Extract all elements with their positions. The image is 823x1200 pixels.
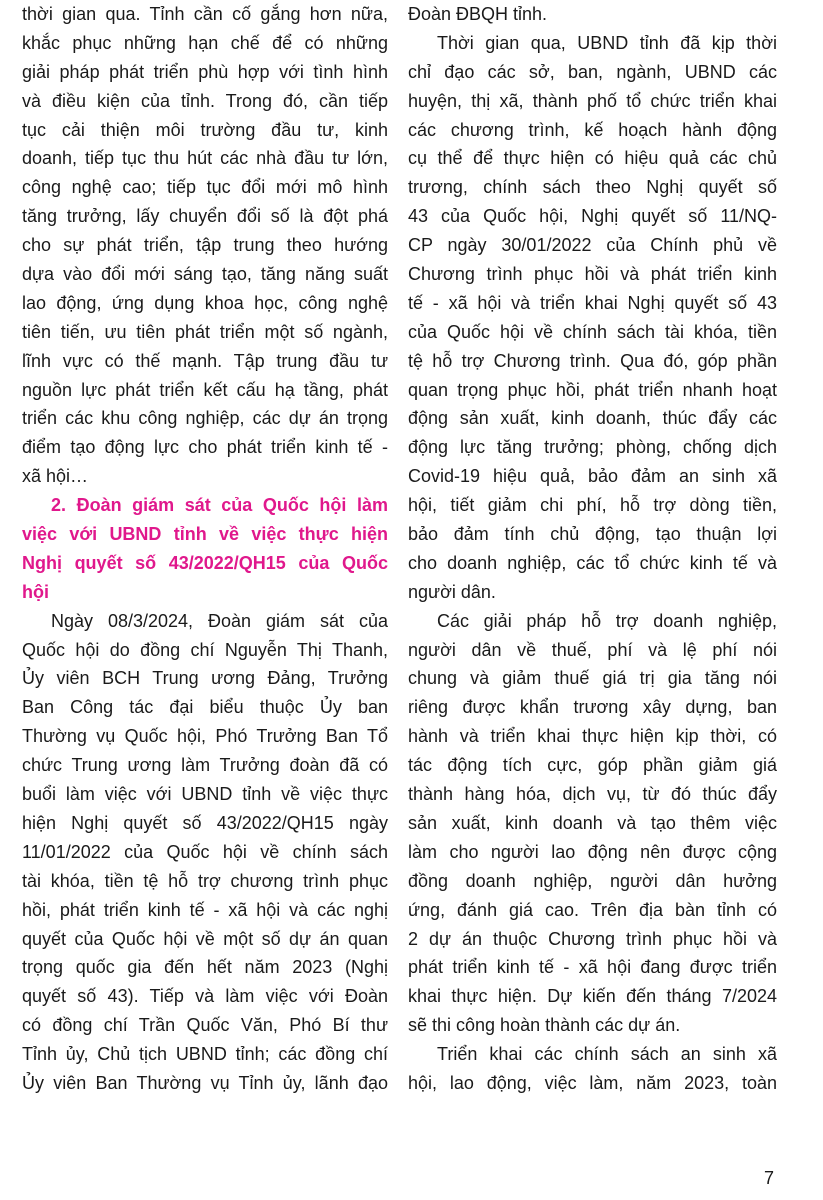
text-line: doanh, tiếp tục thu hút các nhà đầu tư lớn, (22, 148, 388, 169)
text-line: khai thực hiện. Dự kiến đến tháng 7/2024 (408, 986, 777, 1007)
text-line: lĩnh vực có thế mạnh. Tập trung đầu tư (22, 350, 388, 371)
right-column (408, 0, 777, 1098)
text-line: làm cho người lao động nên được cộng (408, 841, 777, 862)
text-line: thời gian qua. Tỉnh cần cố gắng hơn nữa, (22, 4, 388, 24)
text-line: nguồn lực phát triển kết cấu hạ tầng, phát (22, 379, 388, 400)
section-heading-line: việc với UBND tỉnh về việc thực hiện (22, 524, 388, 545)
text-line: hiện Nghị quyết số 43/2022/QH15 ngày (22, 812, 388, 833)
text-line: 2 dự án thuộc Chương trình phục hồi và (408, 928, 777, 949)
text-line: hội, lao động, việc làm, năm 2023, toàn (408, 1072, 777, 1093)
text-line: Ủy viên Ban Thường vụ Tỉnh ủy, lãnh đạo (22, 1072, 388, 1093)
text-line: tăng trưởng, lấy chuyển đổi số là đột phá (22, 206, 388, 227)
text-line: công nghệ cao; tiếp tục đổi mới mô hình (22, 177, 388, 198)
text-line: huyện, thị xã, thành phố tổ chức triển khai (408, 90, 777, 111)
text-line: trương, chính sách theo Nghị quyết số (408, 177, 777, 198)
text-line: Ban Công tác đại biểu thuộc Ủy ban (22, 697, 388, 718)
text-line: cụ thể để thực hiện có hiệu quả các chủ (408, 148, 777, 169)
text-line: đồng doanh nghiệp, người dân hưởng (408, 870, 777, 891)
text-line: dựa vào đổi mới sáng tạo, tăng năng suất (22, 264, 388, 285)
text-line: của Quốc hội về chính sách tài khóa, tiền (408, 321, 777, 342)
text-line: Chương trình phục hồi và phát triển kinh (408, 264, 777, 285)
page-number: 7 (764, 1168, 775, 1188)
text-line: tài khóa, tiền tệ hỗ trợ chương trình phục (22, 870, 388, 891)
text-line: bảo đảm tính chủ động, tạo thuận lợi (408, 524, 777, 545)
section-heading-line: Nghị quyết số 43/2022/QH15 của Quốc (22, 552, 388, 573)
text-line: khắc phục những hạn chế để có những (22, 32, 388, 53)
text-line: thành hàng hóa, dịch vụ, từ đó thúc đẩy (408, 784, 777, 805)
section-heading-line: hội (22, 581, 49, 602)
text-line: và điều kiện của tỉnh. Trong đó, cần tiếp (22, 90, 388, 111)
text-line: cho doanh nghiệp, các tổ chức kinh tế và (408, 552, 777, 573)
text-line: chung và giảm thuế giá trị gia tăng nói (408, 668, 777, 689)
text-line: hồi, phát triển kinh tế - xã hội và các nghị (22, 899, 388, 920)
text-line: triển các khu công nghiệp, các dự án trọng (22, 408, 388, 429)
text-line: Quốc hội do đồng chí Nguyễn Thị Thanh, (22, 639, 388, 660)
text-line: động sản xuất, kinh doanh, thúc đẩy các (408, 408, 777, 429)
text-line: người dân về thuế, phí và lệ phí nói (408, 639, 777, 660)
text-line: buổi làm việc với UBND tỉnh về việc thực (22, 784, 388, 805)
text-line: động lực tăng trưởng; phòng, chống dịch (408, 437, 777, 458)
text-line: xã hội… (22, 466, 89, 487)
text-line: Tỉnh ủy, Chủ tịch UBND tỉnh; các đồng chí (22, 1044, 388, 1065)
text-line: tệ hỗ trợ Chương trình. Qua đó, góp phần (408, 350, 777, 371)
text-line: CP ngày 30/01/2022 của Chính phủ về (408, 235, 777, 256)
text-line: Thường vụ Quốc hội, Phó Trưởng Ban Tổ (22, 726, 388, 747)
text-line: phát triển kinh tế - xã hội đang được triển (408, 957, 777, 978)
text-line: tục cải thiện môi trường đầu tư, kinh (22, 119, 388, 140)
text-line: điểm tạo động lực cho phát triển kinh tế - (22, 437, 388, 458)
left-column (22, 0, 388, 1098)
text-line: Ủy viên BCH Trung ương Đảng, Trưởng (22, 668, 388, 689)
text-line: trọng quốc gia đến hết năm 2023 (Nghị (22, 957, 388, 978)
text-line: Ngày 08/3/2024, Đoàn giám sát của (51, 610, 388, 631)
text-line: Covid-19 hiệu quả, bảo đảm an sinh xã (408, 466, 777, 487)
text-line: có đồng chí Trần Quốc Văn, Phó Bí thư (22, 1015, 388, 1036)
text-line: các chương trình, kế hoạch hành động (408, 119, 777, 140)
text-line: 11/01/2022 của Quốc hội về chính sách (22, 841, 388, 862)
section-heading-line: 2. Đoàn giám sát của Quốc hội làm (51, 495, 388, 516)
text-line: lao động, ứng dụng khoa học, công nghệ (22, 292, 388, 313)
text-line: ứng, đánh giá cao. Trên địa bàn tỉnh có (408, 899, 777, 920)
text-line: Đoàn ĐBQH tỉnh. (408, 4, 548, 24)
text-line: quyết của Quốc hội về một số dự án quan (22, 928, 388, 949)
text-line: tiên tiến, ưu tiên phát triển một số ngành, (22, 321, 388, 342)
text-line: quan trọng phục hồi, phát triển nhanh hoạt (408, 379, 777, 400)
text-line: chức Trung ương làm Trưởng đoàn đã có (22, 755, 388, 776)
text-line: hành và triển khai thực hiện kịp thời, có (408, 726, 777, 747)
text-line: cho sự phát triển, tập trung theo hướng (22, 235, 388, 256)
text-line: tế - xã hội và triển khai Nghị quyết số 43 (408, 292, 777, 313)
text-line: quyết số 43). Tiếp và làm việc với Đoàn (22, 986, 388, 1007)
text-line: tác động tích cực, góp phần giảm giá (408, 755, 777, 776)
text-line: riêng được khẩn trương xây dựng, ban (408, 697, 777, 718)
text-line: Thời gian qua, UBND tỉnh đã kịp thời (437, 32, 777, 53)
text-line: giải pháp phát triển phù hợp với tình hình (22, 61, 388, 82)
text-line: chỉ đạo các sở, ban, ngành, UBND các (408, 61, 777, 82)
text-line: người dân. (408, 581, 496, 602)
text-line: Các giải pháp hỗ trợ doanh nghiệp, (437, 610, 777, 631)
text-line: 43 của Quốc hội, Nghị quyết số 11/NQ- (408, 206, 777, 227)
text-line: hội, tiết giảm chi phí, hỗ trợ dòng tiền, (408, 495, 777, 516)
text-line: sản xuất, kinh doanh và tạo thêm việc (408, 812, 777, 833)
text-line: sẽ thi công hoàn thành các dự án. (408, 1015, 681, 1036)
text-line: Triển khai các chính sách an sinh xã (437, 1044, 777, 1065)
